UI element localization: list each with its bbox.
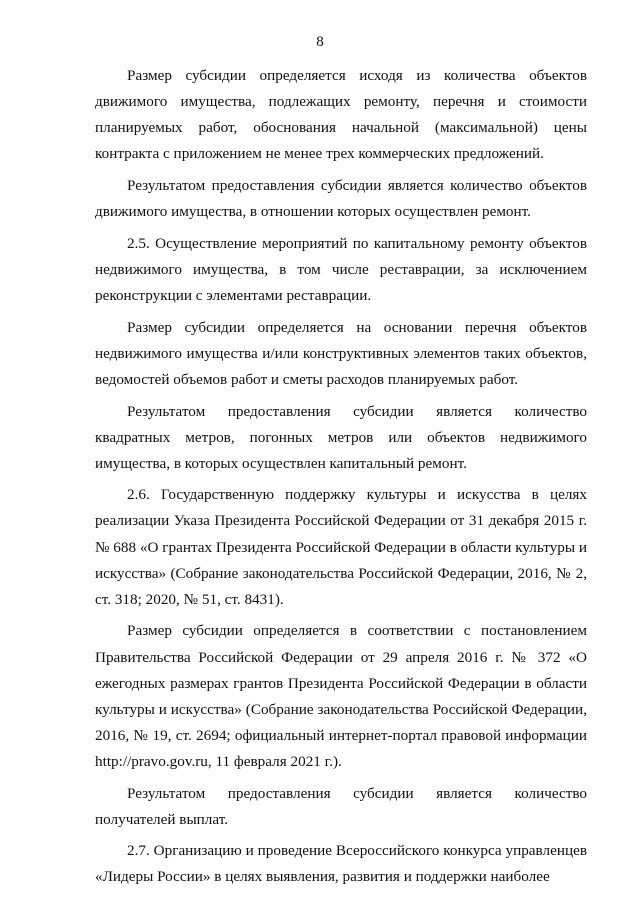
paragraph-result-grants: Результатом предоставления субсидии является количество получателей выплат. <box>95 784 587 828</box>
paragraph-subsidy-size-movable: Размер субсидии определяется исходя из количества объектов движимого имущества, подлежащих ремонту, перечня и стоимости планируемых работ, обоснования начальной (максимальной) цены контракта с приложением не менее трех коммерческих предложений. <box>95 67 587 163</box>
paragraph-item-2-7: 2.7. Организацию и проведение Всероссийского конкурса управленцев «Лидеры России» в целях выявления, развития и поддержки наиболее <box>95 842 587 886</box>
paragraph-result-movable: Результатом предоставления субсидии является количество объектов движимого имущества, в отношении которых осуществлен ремонт. <box>95 176 587 221</box>
document-body <box>95 63 587 891</box>
paragraph-result-immovable: Результатом предоставления субсидии является количество квадратных метров, погонных метров или объектов недвижимого имущества, в которых осуществлен капитальный ремонт. <box>95 402 587 472</box>
page-number: 8 <box>316 34 324 50</box>
paragraph-item-2-5: 2.5. Осуществление мероприятий по капитальному ремонту объектов недвижимого имущества, в том числе реставрации, за исключением реконструкции с элементами реставрации. <box>95 234 587 304</box>
paragraph-subsidy-size-grants: Размер субсидии определяется в соответствии с постановлением Правительства Российской Федерации от 29 апреля 2016 г. № 372 «О ежегодных размерах грантов Президента Российской Федерации в области культуры и искусства» (Собрание законодательства Российской Федерации, 2016, № 19, ст. 2694; официальный интернет-портал правовой информации http://pravo.gov.ru, 11 февраля 2021 г.). <box>95 622 587 770</box>
paragraph-item-2-6: 2.6. Государственную поддержку культуры и искусства в целях реализации Указа Президента Российской Федерации от 31 декабря 2015 г. № 688 «О грантах Президента Российской Федерации в области культуры и искусства» (Собрание законодательства Российской Федерации, 2016, № 2, ст. 318; 2020, № 51, ст. 8431). <box>95 486 587 608</box>
paragraph-subsidy-size-immovable: Размер субсидии определяется на основании перечня объектов недвижимого имущества и/или конструктивных элементов таких объектов, ведомостей объемов работ и сметы расходов планируемых работ. <box>95 318 587 388</box>
